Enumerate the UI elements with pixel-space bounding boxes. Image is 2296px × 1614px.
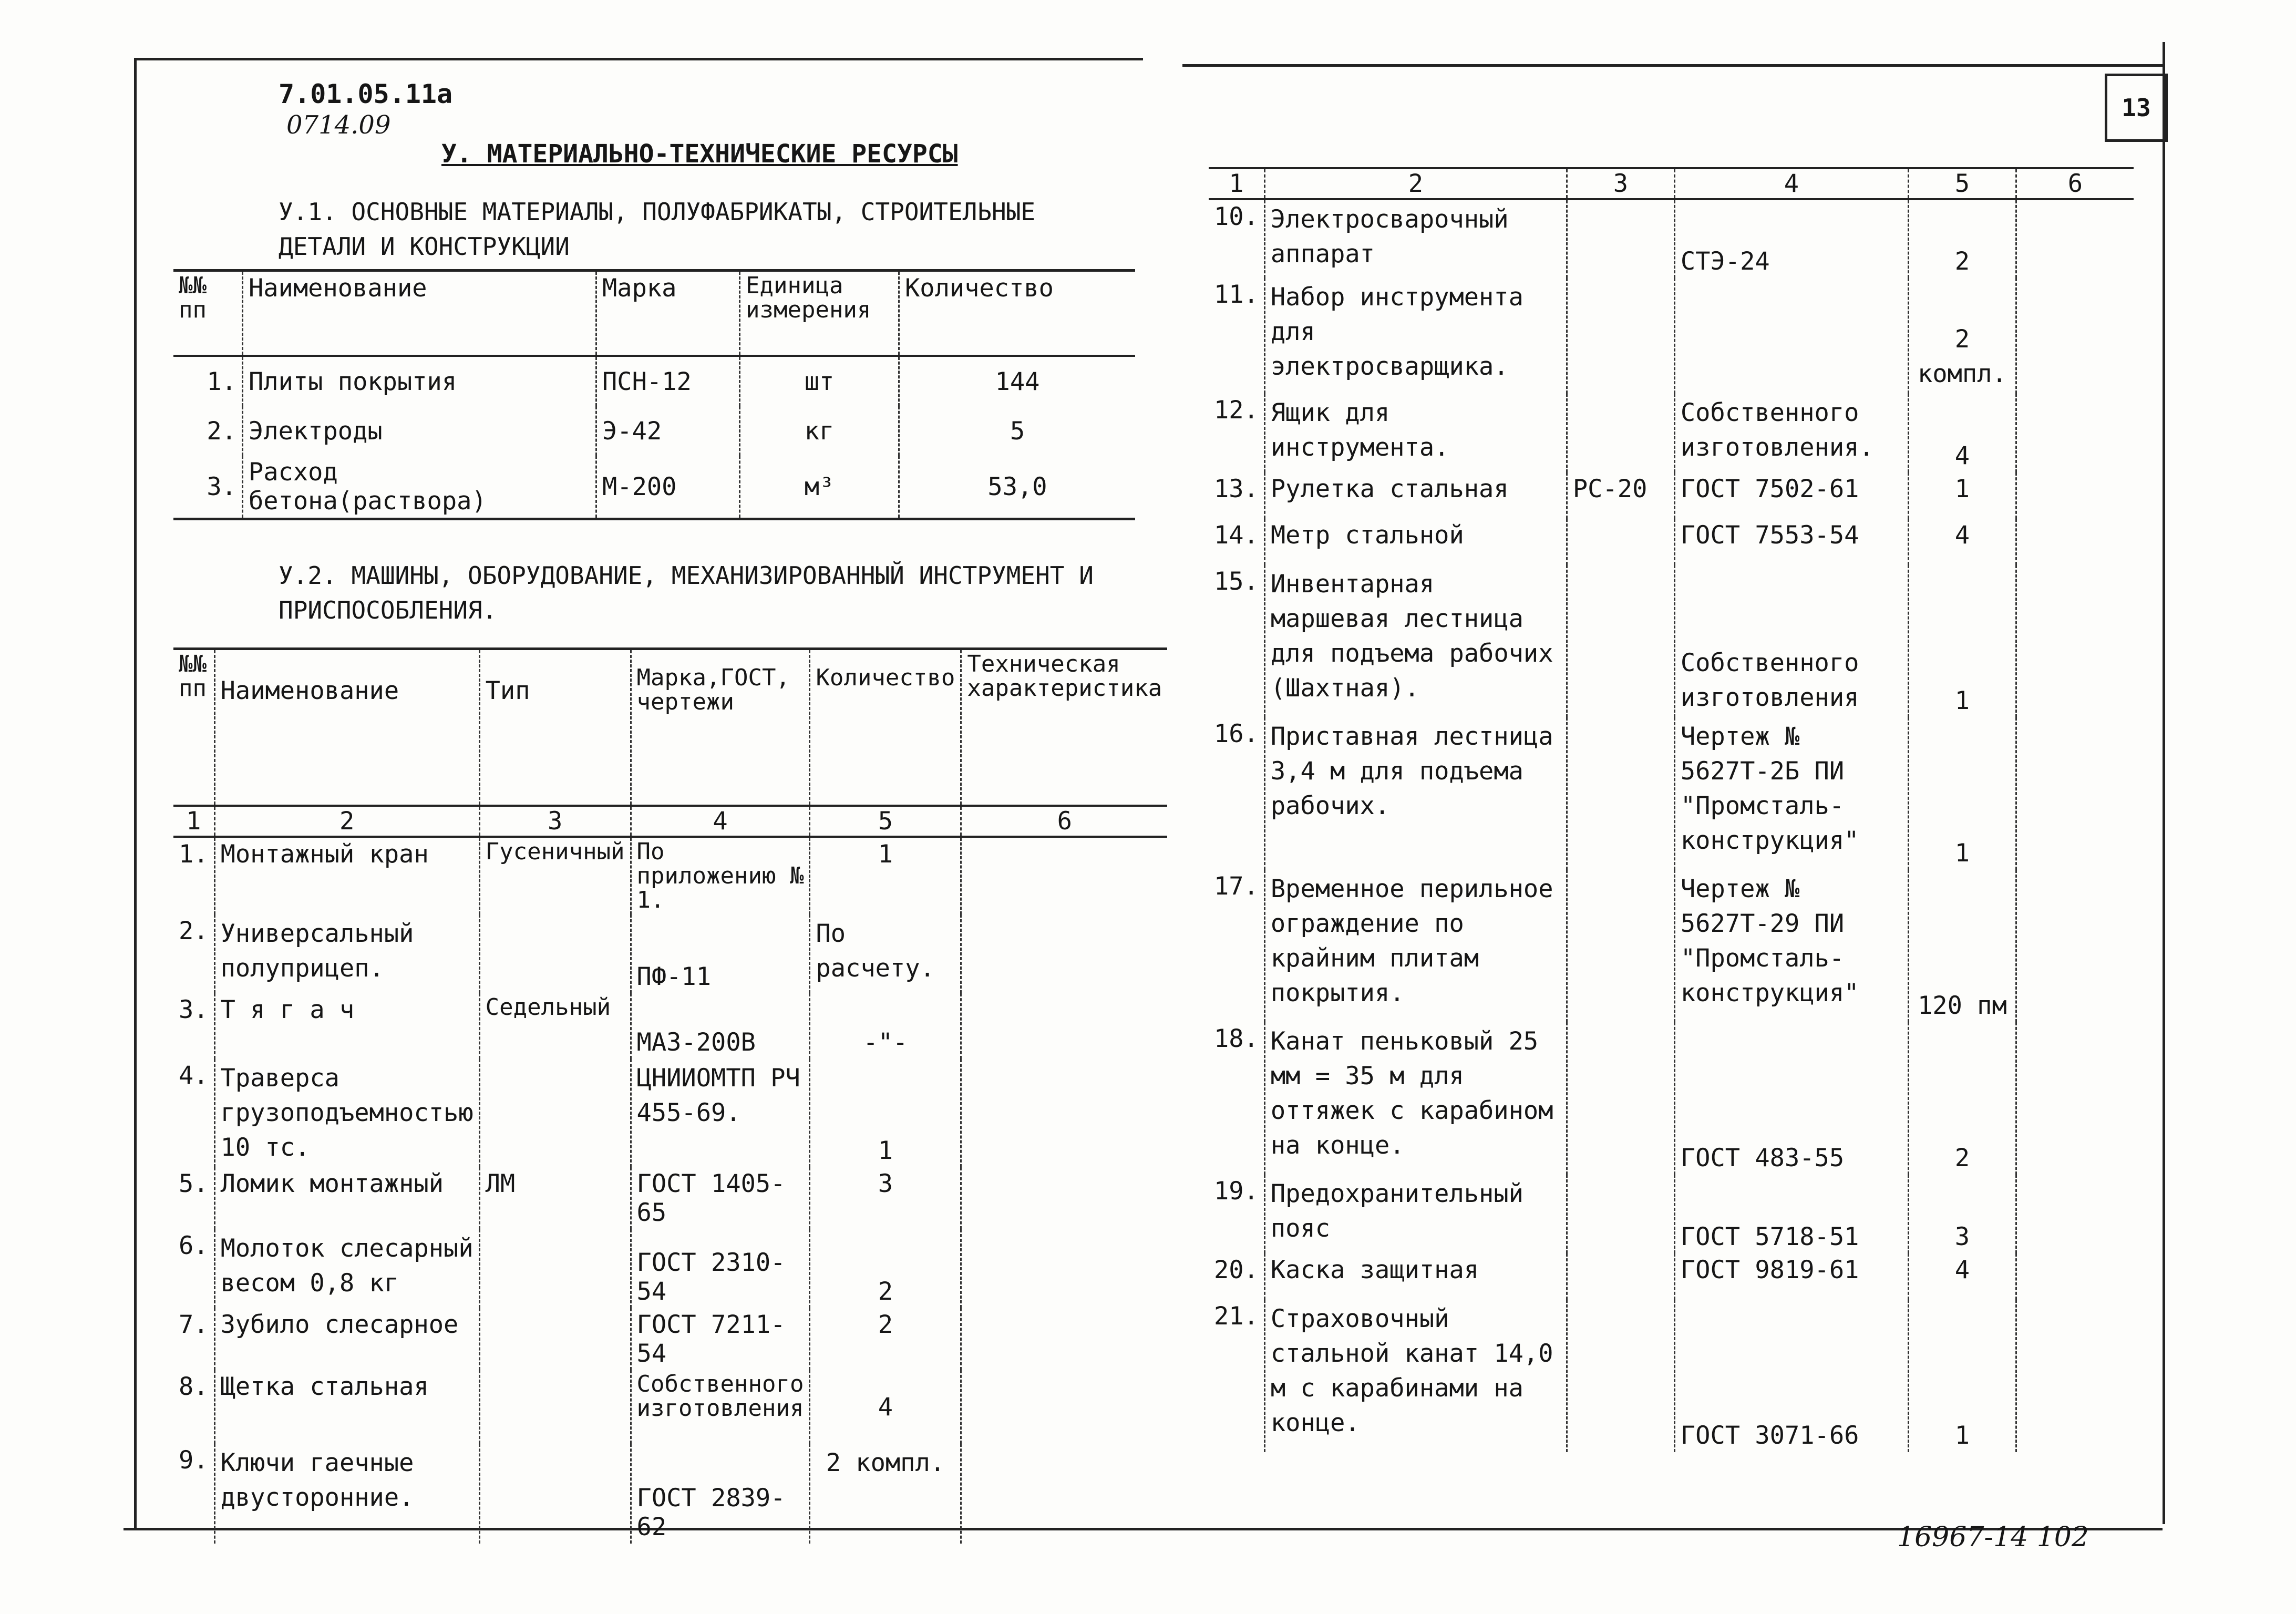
cell: 19. bbox=[1214, 1177, 1259, 1206]
cell bbox=[1567, 870, 1674, 1022]
cell bbox=[1567, 394, 1674, 472]
cell: Приставная лестница 3,4 м для подъема рабочих. bbox=[1264, 717, 1567, 870]
cell: 5 bbox=[899, 406, 1136, 456]
table-row bbox=[173, 1167, 1167, 1229]
cell: 1 bbox=[1908, 472, 2016, 519]
frame-line-right bbox=[2163, 42, 2165, 1524]
cell: кг bbox=[740, 406, 899, 456]
cell: Ящик для инструмента. bbox=[1264, 394, 1567, 472]
materials-table bbox=[173, 269, 1135, 520]
cell: 5 bbox=[810, 806, 961, 837]
cell: ГОСТ 2310-54 bbox=[631, 1229, 810, 1308]
cell: ГОСТ 7211-54 bbox=[631, 1308, 810, 1370]
cell: Молоток слесарный весом 0,8 кг bbox=[214, 1229, 479, 1308]
page-number: 13 bbox=[2105, 74, 2168, 142]
cell: Временное перильное ограждение по крайним плитам покрытия. bbox=[1264, 870, 1567, 1022]
table-row bbox=[173, 1370, 1167, 1444]
document-code: 7.01.05.11а bbox=[279, 79, 453, 109]
cell bbox=[1567, 278, 1674, 394]
cell: Плиты покрытия bbox=[243, 356, 596, 406]
cell: 53,0 bbox=[899, 456, 1136, 519]
cell: 12. bbox=[1214, 396, 1259, 425]
cell: Зубило слесарное bbox=[214, 1308, 479, 1370]
table-row bbox=[1209, 519, 2134, 565]
cell: 5 bbox=[1908, 168, 2016, 199]
header-cell: Наименование bbox=[214, 649, 479, 806]
cell bbox=[2016, 1253, 2134, 1300]
cell: Универсальный полуприцеп. bbox=[214, 914, 479, 993]
cell: Э-42 bbox=[596, 406, 740, 456]
cell bbox=[2016, 519, 2134, 565]
cell: ЦНИИОМТП РЧ 455-69. bbox=[631, 1059, 810, 1167]
cell bbox=[961, 1308, 1167, 1370]
table-row bbox=[1209, 278, 2134, 394]
table-row bbox=[173, 406, 1135, 456]
cell: Траверса грузоподъемностью 10 тс. bbox=[214, 1059, 479, 1167]
table-row bbox=[1209, 1175, 2134, 1253]
cell: 2 bbox=[810, 1308, 961, 1370]
table-row bbox=[173, 1308, 1167, 1370]
frame-line-left bbox=[134, 58, 137, 1529]
table-row bbox=[1209, 394, 2134, 472]
cell: 3. bbox=[207, 472, 236, 501]
cell: Т я г а ч bbox=[214, 993, 479, 1059]
cell bbox=[1674, 278, 1908, 394]
cell bbox=[961, 1444, 1167, 1544]
handwritten-note: 0714.09 bbox=[286, 110, 391, 140]
cell: 2 bbox=[1908, 199, 2016, 278]
table-header-row bbox=[173, 271, 1135, 356]
cell: Метр стальной bbox=[1264, 519, 1567, 565]
cell bbox=[2016, 1300, 2134, 1452]
cell: 1 bbox=[1908, 717, 2016, 870]
cell: Собственного изготовления bbox=[1674, 565, 1908, 717]
table-row bbox=[1209, 199, 2134, 278]
cell: ГОСТ 5718-51 bbox=[1674, 1175, 1908, 1253]
cell: Рулетка стальная bbox=[1264, 472, 1567, 519]
cell: 2 bbox=[810, 1229, 961, 1308]
cell bbox=[479, 1370, 631, 1444]
cell: Собственного изготовления bbox=[631, 1370, 810, 1444]
header-cell: Единица измерения bbox=[740, 271, 899, 356]
cell: Электросварочный аппарат bbox=[1264, 199, 1567, 278]
cell: м³ bbox=[740, 456, 899, 519]
cell: ГОСТ 7502-61 bbox=[1674, 472, 1908, 519]
header-cell: Тип bbox=[479, 649, 631, 806]
cell: -"- bbox=[810, 993, 961, 1059]
cell: По расчету. bbox=[810, 914, 961, 993]
cell: 4 bbox=[1674, 168, 1908, 199]
cell: 4 bbox=[631, 806, 810, 837]
table-row bbox=[173, 914, 1167, 993]
cell bbox=[961, 914, 1167, 993]
header-cell: Марка,ГОСТ, чертежи bbox=[631, 649, 810, 806]
cell: 2. bbox=[207, 416, 236, 446]
cell: МАЗ-200В bbox=[631, 993, 810, 1059]
cell: 3 bbox=[1908, 1175, 2016, 1253]
cell bbox=[2016, 870, 2134, 1022]
cell: Чертеж № 5627Т-29 ПИ "Промсталь-конструкция" bbox=[1674, 870, 1908, 1022]
cell: 21. bbox=[1214, 1302, 1259, 1331]
machines-table-continued bbox=[1209, 167, 2134, 1452]
cell: 1 bbox=[173, 806, 214, 837]
cell: 3 bbox=[1567, 168, 1674, 199]
cell: 4 bbox=[1908, 394, 2016, 472]
cell: Набор инструмента для электросварщика. bbox=[1264, 278, 1567, 394]
machines-table bbox=[173, 647, 1167, 1544]
cell: 1 bbox=[1908, 565, 2016, 717]
header-cell: Марка bbox=[596, 271, 740, 356]
cell bbox=[2016, 394, 2134, 472]
cell: Страховочный стальной канат 14,0 м с карабинами на конце. bbox=[1264, 1300, 1567, 1452]
cell: По приложению № 1. bbox=[631, 837, 810, 914]
cell: 15. bbox=[1214, 567, 1259, 596]
cell bbox=[1567, 1175, 1674, 1253]
cell bbox=[1567, 199, 1674, 278]
cell: 3 bbox=[479, 806, 631, 837]
cell bbox=[1567, 1300, 1674, 1452]
cell: 2 bbox=[214, 806, 479, 837]
table-header-row bbox=[173, 649, 1167, 806]
cell: Чертеж № 5627Т-2Б ПИ "Промсталь-конструкция" bbox=[1674, 717, 1908, 870]
cell: 120 пм bbox=[1908, 870, 2016, 1022]
cell: Каска защитная bbox=[1264, 1253, 1567, 1300]
cell: 11. bbox=[1214, 280, 1259, 309]
cell bbox=[479, 1444, 631, 1544]
cell: 13. bbox=[1214, 475, 1259, 503]
table-row bbox=[173, 1229, 1167, 1308]
table-row bbox=[173, 356, 1135, 406]
cell: Ломик монтажный bbox=[214, 1167, 479, 1229]
cell bbox=[2016, 717, 2134, 870]
cell: 2 bbox=[1908, 1022, 2016, 1175]
cell: Электроды bbox=[243, 406, 596, 456]
cell bbox=[479, 1308, 631, 1370]
cell: ГОСТ 3071-66 bbox=[1674, 1300, 1908, 1452]
cell: 2 компл. bbox=[810, 1444, 961, 1544]
cell: 2 компл. bbox=[1908, 278, 2016, 394]
cell: 1 bbox=[810, 837, 961, 914]
cell: ПСН-12 bbox=[596, 356, 740, 406]
cell: 4 bbox=[810, 1370, 961, 1444]
cell: ГОСТ 9819-61 bbox=[1674, 1253, 1908, 1300]
footer-stamp: 16967-14 102 bbox=[1897, 1522, 2089, 1553]
cell: Предохранительный пояс bbox=[1264, 1175, 1567, 1253]
cell: 3 bbox=[810, 1167, 961, 1229]
cell: 4 bbox=[1908, 519, 2016, 565]
cell bbox=[961, 1167, 1167, 1229]
cell: Седельный bbox=[479, 993, 631, 1059]
cell: 2. bbox=[179, 917, 209, 945]
cell: ГОСТ 2839-62 bbox=[631, 1444, 810, 1544]
cell: ГОСТ 483-55 bbox=[1674, 1022, 1908, 1175]
cell: Гусеничный bbox=[479, 837, 631, 914]
table-row bbox=[1209, 1022, 2134, 1175]
table-row bbox=[1209, 870, 2134, 1022]
cell: Щетка стальная bbox=[214, 1370, 479, 1444]
header-cell: №№ пп bbox=[173, 271, 243, 356]
table-row bbox=[173, 837, 1167, 914]
table-row bbox=[1209, 565, 2134, 717]
header-cell: Техническая характеристика bbox=[961, 649, 1167, 806]
cell: 3. bbox=[179, 995, 209, 1024]
table-row bbox=[1209, 717, 2134, 870]
cell: ЛМ bbox=[479, 1167, 631, 1229]
table-row bbox=[1209, 1253, 2134, 1300]
cell bbox=[961, 993, 1167, 1059]
cell bbox=[2016, 278, 2134, 394]
cell: 7. bbox=[179, 1310, 209, 1339]
column-number-row bbox=[1209, 168, 2134, 199]
cell bbox=[1567, 1253, 1674, 1300]
cell: 4 bbox=[1908, 1253, 2016, 1300]
cell: Инвентарная маршевая лестница для подъема рабочих (Шахтная). bbox=[1264, 565, 1567, 717]
cell: Собственного изготовления. bbox=[1674, 394, 1908, 472]
cell bbox=[1567, 519, 1674, 565]
cell: 1. bbox=[207, 367, 236, 396]
cell bbox=[961, 1059, 1167, 1167]
cell: 6 bbox=[2016, 168, 2134, 199]
section1-title: У.1. ОСНОВНЫЕ МАТЕРИАЛЫ, ПОЛУФАБРИКАТЫ, СТРОИТЕЛЬНЫЕ ДЕТАЛИ И КОНСТРУКЦИИ bbox=[279, 198, 1036, 261]
cell bbox=[2016, 1022, 2134, 1175]
cell: 1 bbox=[1908, 1300, 2016, 1452]
cell: 1 bbox=[1209, 168, 1264, 199]
header-cell: №№ пп bbox=[179, 651, 207, 702]
table-row bbox=[173, 456, 1135, 519]
cell: Монтажный кран bbox=[214, 837, 479, 914]
cell: 14. bbox=[1214, 521, 1259, 550]
cell: 1 bbox=[810, 1059, 961, 1167]
cell: ГОСТ 7553-54 bbox=[1674, 519, 1908, 565]
cell: Канат пеньковый 25 мм = 35 м для оттяжек с карабином на конце. bbox=[1264, 1022, 1567, 1175]
main-title: У. МАТЕРИАЛЬНО-ТЕХНИЧЕСКИЕ РЕСУРСЫ bbox=[441, 139, 958, 169]
cell bbox=[2016, 1175, 2134, 1253]
cell bbox=[961, 1370, 1167, 1444]
cell: 2 bbox=[1264, 168, 1567, 199]
cell: ГОСТ 1405-65 bbox=[631, 1167, 810, 1229]
header-cell: Количество bbox=[899, 271, 1136, 356]
cell bbox=[1567, 565, 1674, 717]
table-row bbox=[173, 1059, 1167, 1167]
cell: 144 bbox=[899, 356, 1136, 406]
cell: Расход бетона(раствора) bbox=[243, 456, 596, 519]
cell: шт bbox=[740, 356, 899, 406]
section2-title: У.2. МАШИНЫ, ОБОРУДОВАНИЕ, МЕХАНИЗИРОВАННЫЙ ИНСТРУМЕНТ И ПРИСПОСОБЛЕНИЯ. bbox=[279, 561, 1094, 624]
cell bbox=[1567, 717, 1674, 870]
table-row bbox=[173, 993, 1167, 1059]
cell bbox=[479, 1229, 631, 1308]
cell: 6. bbox=[179, 1231, 209, 1260]
cell: 18. bbox=[1214, 1024, 1259, 1053]
cell: 17. bbox=[1214, 872, 1259, 901]
table-row bbox=[173, 1444, 1167, 1544]
header-cell: Количество bbox=[810, 649, 961, 806]
cell bbox=[961, 837, 1167, 914]
cell bbox=[479, 914, 631, 993]
cell bbox=[2016, 565, 2134, 717]
frame-line-top-left bbox=[134, 58, 1143, 60]
cell bbox=[1567, 1022, 1674, 1175]
cell: М-200 bbox=[596, 456, 740, 519]
cell: 20. bbox=[1214, 1256, 1259, 1284]
cell: 4. bbox=[179, 1061, 209, 1090]
frame-line-top-right bbox=[1182, 64, 2165, 67]
header-cell: Наименование bbox=[243, 271, 596, 356]
cell bbox=[961, 1229, 1167, 1308]
cell bbox=[2016, 199, 2134, 278]
cell: РС-20 bbox=[1567, 472, 1674, 519]
cell: ПФ-11 bbox=[631, 914, 810, 993]
cell: СТЭ-24 bbox=[1674, 199, 1908, 278]
table-row bbox=[1209, 472, 2134, 519]
cell bbox=[2016, 472, 2134, 519]
cell: 8. bbox=[179, 1372, 209, 1401]
cell: 10. bbox=[1214, 202, 1259, 231]
table-row bbox=[1209, 1300, 2134, 1452]
cell bbox=[479, 1059, 631, 1167]
column-number-row bbox=[173, 806, 1167, 837]
cell: 1. bbox=[179, 840, 209, 869]
cell: Ключи гаечные двусторонние. bbox=[214, 1444, 479, 1544]
cell: 6 bbox=[961, 806, 1167, 837]
cell: 16. bbox=[1214, 719, 1259, 748]
cell: 5. bbox=[179, 1169, 209, 1198]
cell: 9. bbox=[179, 1446, 209, 1475]
